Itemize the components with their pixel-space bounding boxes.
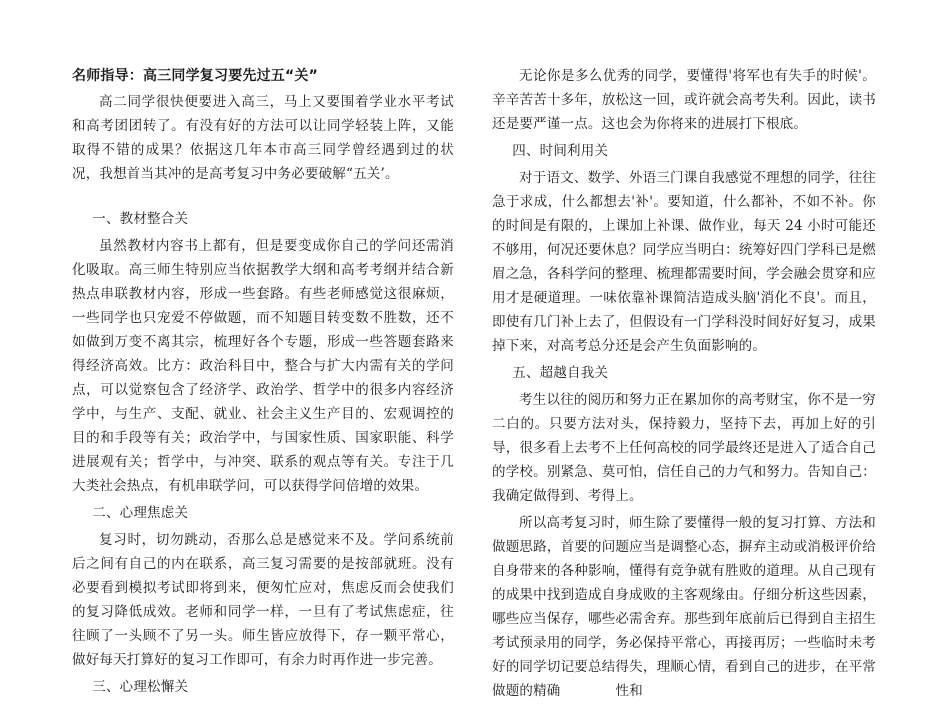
section-heading-time-use: 四、时间利用关 [512,143,609,159]
right-column [492,64,876,706]
section-heading-slackness: 三、心理松懈关 [92,679,189,695]
section-heading-self-surpass: 五、超越自我关 [512,365,609,381]
section-paragraph-slackness: 无论你是多么优秀的同学，要懂得'将军也有失手的时候'。辛辛苦苦十多年，放松这一回，或许就会高考失利。因此，读书还是要严谨一点。这也会为你将来的进展打下根底。 [492,68,876,132]
section-heading-anxiety: 二、心理焦虑关 [92,505,189,521]
section-paragraph-self-surpass-2 [492,511,876,703]
section-paragraph-self-surpass-1: 考生以往的阅历和努力正在累加你的高考财宝，你不是一穷二白的。只要方法对头，保持毅力，坚持下去，再加上好的引导，很多看上去考不上任何高校的同学最终还是进入了适合自己的学校。别紧急、莫可怕，信任自己的力气和努力。告知自己：我确定做得到、考得上。 [492,392,876,504]
intro-paragraph: 高二同学很快便要进入高三，马上又要围着学业水平考试和高考团团转了。有没有好的方法可以让同学轻装上阵，又能取得不错的成果？依据这几年本市高三同学曾经遇到过的状况，我想首当其冲的是高考复习中务必要破解“五关’。 [72,94,454,182]
section-paragraph-textbook-integration: 虽然教材内容书上都有，但是要变成你自己的学问还需消化吸取。高三师生特别应当依据教学大纲和高考考纲并结合新热点串联教材内容，形成一些套路。有些老师感觉这很麻烦，一些同学也只宠爱不停做题，而不知题目转变数不胜数，还不如做到万变不离其宗，梳理好各个专题，形成一些答题套路来得经济高效。比方：政治科目中，整合与扩大内需有关的学问点，可以觉察包含了经济学、政治学、哲学中的很多内容经济学中，与生产、支配、就业、社会主义生产目的、宏观调控的目的和手段等有关；政治学中，与国家性质、国家职能、科学进展观有关；哲学中，与冲突、联系的观点等有关。专注于几大类社会热点，有机串联学问，可以获得学问倍增的效果。 [72,238,454,494]
page-title: 名师指导：高三同学复习要先过五“关” [72,68,319,84]
section-paragraph-self-surpass-2-tail: 性和 [615,683,643,699]
section-paragraph-self-surpass-2-text: 所以高考复习时，师生除了要懂得一般的复习打算、方法和做题思路，首要的问题应当是调整心态，摒弃主动或消极评价给自身带来的各种影响，懂得有竞争就有胜败的道理。从自己现有的成果中找到造成自身成败的主客观缘由。仔细分析这些因素，哪些应当保存，哪些必需舍弃。那些到年底前后已得到自主招生考试预录用的同学，务必保持平常心，再接再厉；一些临时未考好的同学切记要总结得失，理顺心情，看到自己的进步，在平常做题的精确 [492,515,876,699]
section-heading-textbook-integration: 一、教材整合关 [92,211,189,227]
left-column [72,64,454,702]
section-paragraph-anxiety: 复习时，切勿跳动，否那么总是感觉来不及。学问系统前后之间有自己的内在联系，高三复习需要的是按部就班。没有必要看到模拟考试即将到来，便匆忙应对，焦虑反而会使我们的复习降低成效。老师和同学一样，一旦有了考试焦虑症，往往顾了一头顾不了另一头。师生皆应放得下，存一颗平常心，做好每天打算好的复习工作即可，有余力时再作进一步完善。 [72,532,454,668]
section-paragraph-time-use: 对于语文、数学、外语三门课自我感觉不理想的同学，往往急于求成，什么都想去'补'。要知道，什么都补，不如不补。你的时间是有限的，上课加上补课、做作业，每天 24 小时可能还不够用，何况还要休息？同学应当明白：统筹好四门学科已是燃眉之急，各科学问的整理、梳理都需要时间，学会融会贯穿和应用才是硬道理。一味依靠补课简洁造成头脑'消化不良'。而且，即使有几门补上去了，但假设有一门学科没时间好好复习，成果掉下来，对高考总分还是会产生负面影响的。 [492,170,876,354]
